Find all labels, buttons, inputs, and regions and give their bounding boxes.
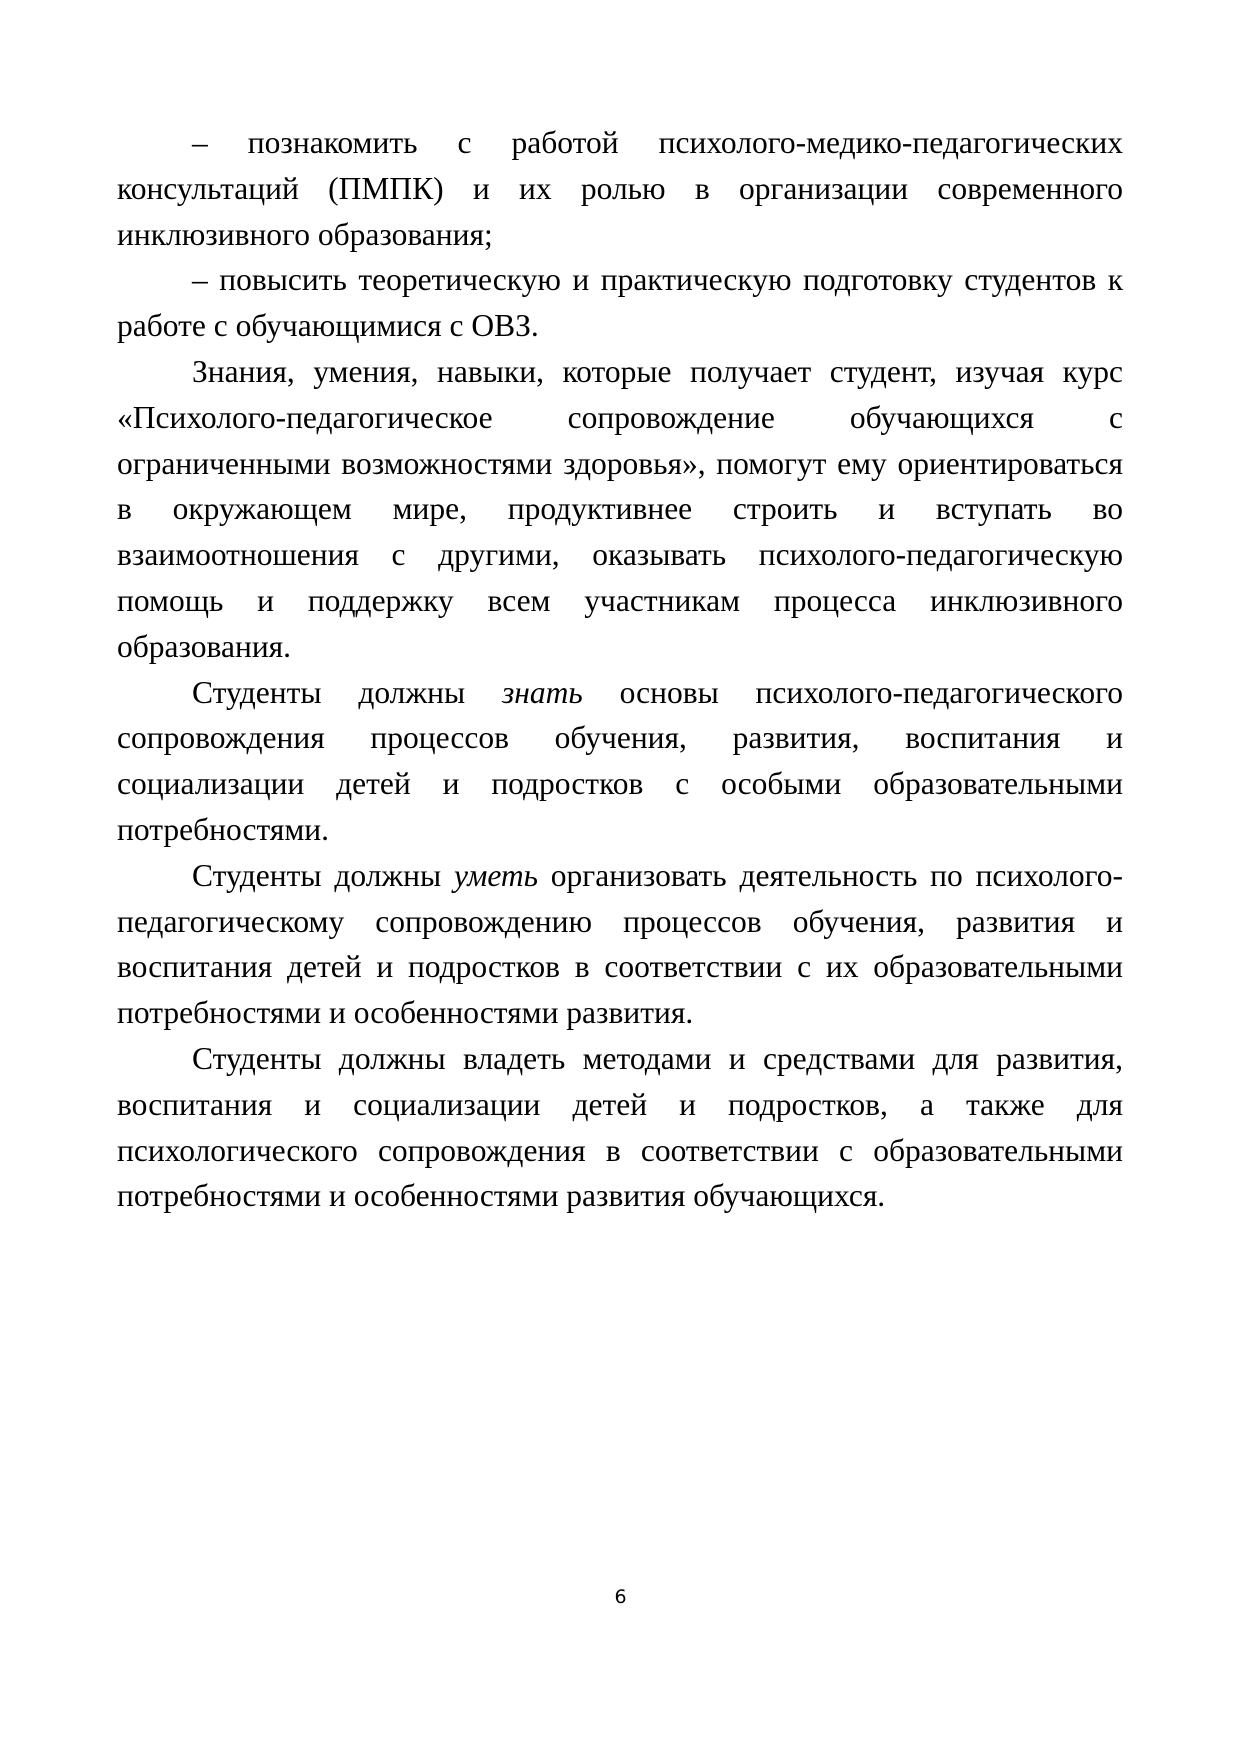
emphasis-word-know: знать	[502, 674, 583, 710]
paragraph-text: Студенты должны	[192, 857, 455, 893]
paragraph-students-master: Студенты должны владеть методами и средствами для развития, воспитания и социализации детей и подростков, а также для психологического сопровождения в соответствии с образовательными потребностями и особенностями развития обучающихся.	[117, 1040, 1123, 1214]
paragraph-students-able	[117, 853, 1123, 1036]
paragraph-students-know	[117, 670, 1123, 853]
paragraph-text: основы психолого-педагогического сопровождения процессов обучения, развития, воспитания и социализации детей и подростков с особыми образовательными потребностями.	[117, 674, 1124, 847]
paragraph-list-item-2: – повысить теоретическую и практическую подготовку студентов к работе с обучающимися с ОВЗ.	[117, 262, 1123, 344]
paragraph-list-item-1: – познакомить с работой психолого-медико-педагогических консультаций (ПМПК) и их ролью в организации современного инклюзивного образования;	[117, 125, 1123, 252]
body-text	[117, 120, 1123, 1219]
paragraph-text: организовать деятельность по психолого-педагогическому сопровождению процессов обучения, развития и воспитания детей и подростков в соответствии с их образовательными потребностями и особенностями развития.	[117, 857, 1123, 1031]
page-number: 6	[614, 1586, 627, 1608]
paragraph-course-skills: Знания, умения, навыки, которые получает студент, изучая курс «Психолого-педагогическое сопровождение обучающихся с ограниченными возможностями здоровья», помогут ему ориентироваться в окружающем мире, продуктивнее строить и вступать во взаимоотношения с другими, оказывать психолого-педагогическую помощь и поддержку всем участникам процесса инклюзивного образования.	[117, 353, 1123, 664]
paragraph-text: Студенты должны	[192, 674, 503, 710]
emphasis-word-able: уметь	[454, 857, 538, 893]
